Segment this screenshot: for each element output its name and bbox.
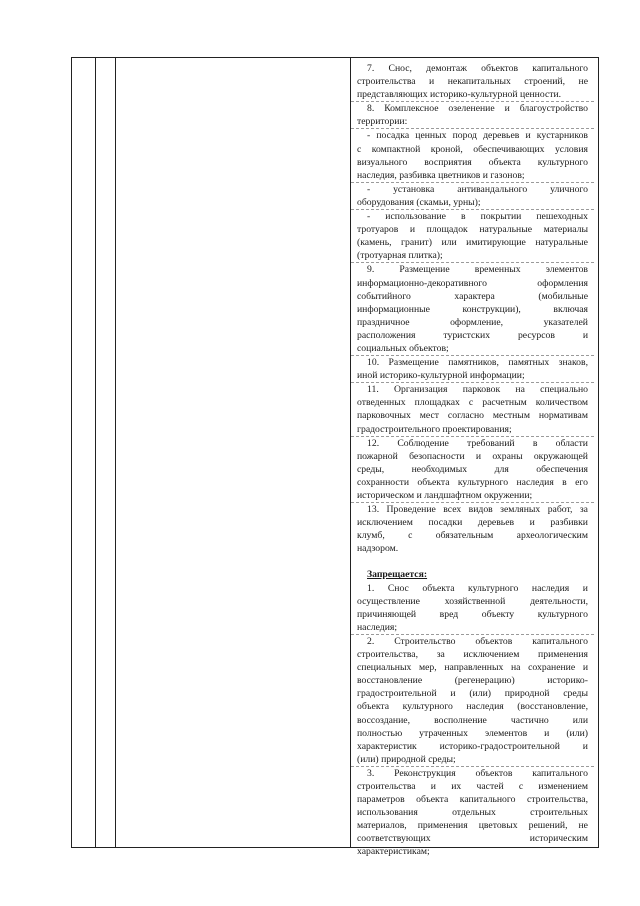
item-line: причиняющей вред объекту культурного bbox=[357, 608, 588, 620]
item-line: параметров объекта капитального строительства, bbox=[357, 794, 588, 806]
column-divider bbox=[95, 58, 96, 847]
prohibited-heading: Запрещается: bbox=[367, 569, 428, 581]
item-line: сохранности объекта культурного наследия в его bbox=[357, 476, 588, 488]
column-divider bbox=[350, 58, 351, 847]
item-line: градостроительной и (или) природной среды bbox=[357, 688, 588, 700]
item-line: специальных мер, направленных на сохранение и bbox=[357, 662, 588, 674]
item-line: характеристик историко-градостроительной и bbox=[357, 740, 588, 752]
prohibited-items-list bbox=[357, 582, 588, 859]
regulation-item bbox=[357, 635, 588, 766]
regulation-item bbox=[357, 503, 588, 555]
item-line: среды, необходимых для обеспечения bbox=[357, 463, 588, 475]
item-line: историческом и ландшафтном окружении; bbox=[357, 490, 533, 501]
item-line: соответствующих историческим bbox=[357, 833, 588, 845]
item-line: надзором. bbox=[357, 543, 399, 555]
item-line: строительства и их частей с изменением bbox=[357, 780, 588, 792]
regulation-item bbox=[357, 582, 588, 634]
item-line: воссоздание, восполнение частично или bbox=[357, 714, 588, 726]
item-line: 9. Размещение временных элементов bbox=[367, 264, 588, 276]
regulation-item bbox=[357, 383, 588, 435]
item-line: градостроительного проектирования; bbox=[357, 423, 512, 435]
regulation-item bbox=[357, 102, 588, 128]
item-line: 7. Снос, демонтаж объектов капитального bbox=[367, 63, 588, 74]
item-line: наследия, разбивка цветников и газонов; bbox=[357, 169, 525, 181]
item-line: (или) природной среды; bbox=[357, 753, 456, 765]
column-divider bbox=[115, 58, 116, 847]
item-line: (тротуарная плитка); bbox=[357, 250, 443, 262]
item-line: 13. Проведение всех видов земляных работ, за bbox=[367, 504, 588, 516]
item-line: информационные конструкции), включая bbox=[357, 303, 588, 315]
item-line: 2. Строительство объектов капитального bbox=[367, 635, 588, 647]
item-line: использования отдельных строительных bbox=[357, 807, 588, 819]
item-line: оборудования (скамьи, урны); bbox=[357, 196, 481, 208]
item-line: 10. Размещение памятников, памятных знаков, bbox=[367, 357, 588, 369]
item-line: объекта культурного наследия (восстановление, bbox=[357, 701, 588, 713]
item-line: территории: bbox=[357, 116, 408, 128]
item-line: 3. Реконструкция объектов капитального bbox=[367, 767, 588, 779]
item-line: социальных объектов; bbox=[357, 342, 449, 354]
item-line: иной историко-культурной информации; bbox=[357, 370, 525, 382]
item-line: - установка антивандального уличного bbox=[367, 183, 588, 195]
item-line: строительства и некапитальных строений, не bbox=[357, 76, 588, 88]
item-line: - посадка ценных пород деревьев и кустарников bbox=[367, 130, 588, 142]
regulation-item bbox=[357, 437, 588, 502]
item-line: представляющих историко-культурной ценности. bbox=[357, 89, 562, 101]
regulation-item bbox=[357, 263, 588, 355]
item-line: пожарной безопасности и охраны окружающей bbox=[357, 450, 588, 462]
item-line: расположения туристских ресурсов и bbox=[357, 329, 588, 341]
regulation-item bbox=[357, 183, 588, 209]
item-line: исключением посадки деревьев и разбивки bbox=[357, 517, 588, 529]
item-line: полностью утраченных элементов и (или) bbox=[357, 727, 588, 739]
regulation-table bbox=[71, 57, 599, 858]
regulation-text-cell bbox=[357, 62, 588, 859]
item-line: восстановление (регенерацию) историко- bbox=[357, 675, 588, 687]
item-line: - использование в покрытии пешеходных bbox=[367, 211, 588, 223]
item-line: (камень, гранит) или имитирующие натуральные bbox=[357, 237, 588, 249]
item-line: праздничное оформление, указателей bbox=[357, 316, 588, 328]
regulation-item bbox=[357, 62, 588, 101]
item-line: наследия; bbox=[357, 621, 398, 633]
item-line: 12. Соблюдение требований в области bbox=[367, 437, 588, 449]
item-line: материалов, применения цветовых решений, не bbox=[357, 820, 588, 832]
item-line: характеристикам; bbox=[357, 846, 430, 858]
regulation-item bbox=[357, 129, 588, 181]
regulation-item bbox=[357, 767, 588, 859]
item-line: парковочных мест согласно местным нормативам bbox=[357, 410, 588, 422]
item-line: с компактной кроной, обеспечивающих условия bbox=[357, 143, 588, 155]
regulation-item bbox=[357, 356, 588, 382]
item-line: 8. Комплексное озеленение и благоустройство bbox=[367, 103, 588, 115]
item-line: отведенных площадках с расчетным количеством bbox=[357, 397, 588, 409]
regulation-item bbox=[357, 210, 588, 262]
item-line: 1. Снос объекта культурного наследия и bbox=[367, 582, 588, 594]
item-line: информационно-декоративного оформления bbox=[357, 277, 588, 289]
item-line: тротуаров и площадок натуральные материалы bbox=[357, 224, 588, 236]
item-line: строительства, за исключением применения bbox=[357, 649, 588, 661]
item-line: 11. Организация парковок на специально bbox=[367, 384, 588, 396]
permitted-items-list bbox=[357, 62, 588, 555]
item-line: клумб, с обязательным археологическим bbox=[357, 530, 588, 542]
item-line: событийного характера (мобильные bbox=[357, 290, 588, 302]
item-line: осуществление хозяйственной деятельности, bbox=[357, 595, 588, 607]
item-line: визуального восприятия объекта культурного bbox=[357, 156, 588, 168]
